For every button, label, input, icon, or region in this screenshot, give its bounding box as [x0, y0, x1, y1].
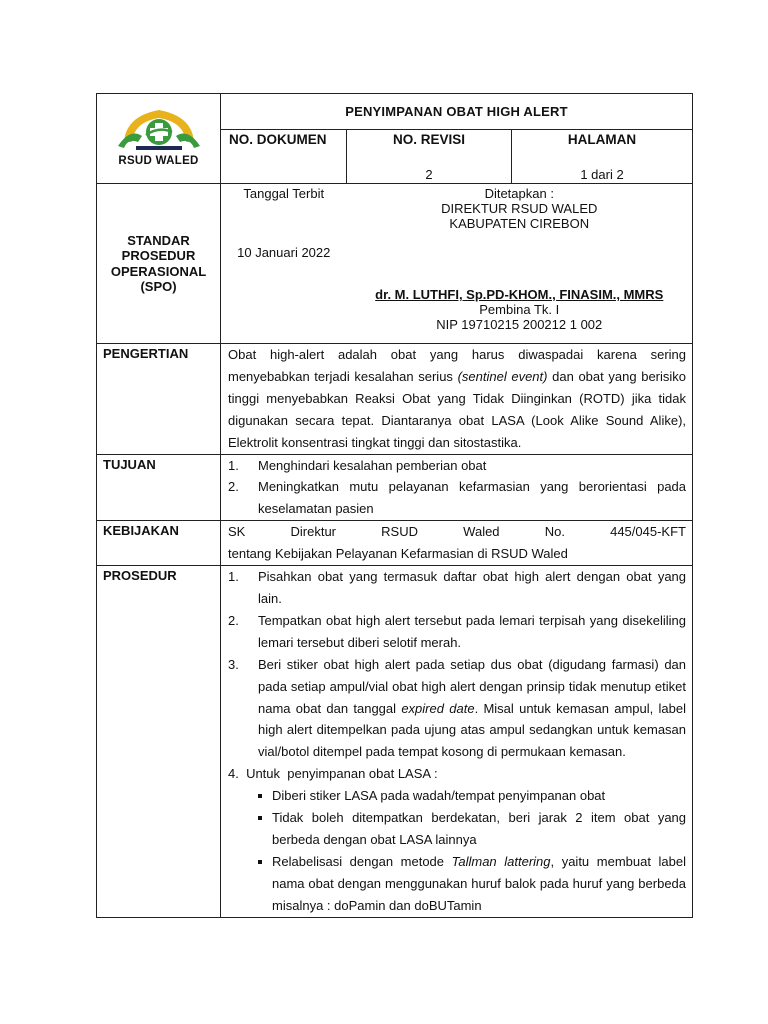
ditetapkan-line: KABUPATEN CIREBON: [449, 216, 590, 231]
square-bullet-icon: [258, 816, 262, 820]
list-text: , yaitu membuat label nama obat dengan menggunakan huruf balok pada huruf yang berbeda misalnya : doPamin dan doBUTamin: [272, 853, 687, 913]
list-number: 2.: [228, 479, 239, 495]
spo-table: [96, 93, 693, 918]
list-item: [228, 785, 686, 807]
logo-wordmark: RSUD WALED: [118, 155, 199, 167]
list-text: Relabelisasi dengan metode: [272, 853, 452, 869]
tanggal-terbit-label: Tanggal Terbit: [243, 186, 325, 201]
kebijakan-word: 445/045-KFT: [610, 524, 686, 540]
no-revisi-label: NO. REVISI: [392, 132, 465, 147]
kebijakan-line: tentang Kebijakan Pelayanan Kefarmasian di RSUD Waled: [228, 546, 568, 562]
list-number: 2.: [228, 612, 239, 628]
pengertian-body: [221, 344, 693, 455]
list-text-italic: expired date: [401, 700, 475, 716]
list-text: . Misal untuk kemasan ampul, label high alert ditempelkan pada ujung atas ampul sedangkan untuk kemasan vial/botol ditempel pada tempat kosong di permukaan kemasan.: [258, 700, 687, 760]
tujuan-list: [228, 455, 686, 521]
tanggal-terbit-cell: [221, 184, 347, 344]
list-text: Beri stiker obat high alert pada setiap dus obat (digudang farmasi) dan pada setiap ampul/vial obat high alert dengan prinsip tidak menutup etiket nama obat dan tanggal: [258, 656, 687, 716]
prosedur-item-4: 4. Untuk penyimpanan obat LASA :: [228, 766, 438, 782]
list-text: Tempatkan obat high alert tersebut pada lemari terpisah yang disekeliling lemari tersebut diberi selotif merah.: [258, 612, 687, 650]
pengertian-text: dan obat yang berisiko tinggi menyebabkan Reaksi Obat yang Tidak Diinginkan (ROTD) jika tidak digunakan secara tepat. Diantaranya obat LASA (Look Alike Sound Alike), Elektrolit konsentrasi tingkat tinggi dan sitostastika.: [228, 368, 687, 450]
list-number: 1.: [228, 457, 239, 473]
logo-cell: [97, 94, 221, 184]
lasa-list: [228, 785, 686, 916]
square-bullet-icon: [258, 794, 262, 798]
spo-label-line: OPERASIONAL: [110, 263, 207, 279]
kebijakan-word: SK: [228, 524, 246, 540]
kebijakan-body: [221, 521, 693, 566]
list-text-italic: Tallman lattering: [451, 853, 551, 869]
hospital-emblem-icon: [116, 102, 202, 154]
list-item: [228, 455, 686, 477]
spo-label-line: STANDAR: [127, 232, 190, 248]
tujuan-body: [221, 454, 693, 521]
spo-label-line: PROSEDUR: [121, 248, 196, 263]
rsud-waled-logo: [104, 102, 214, 174]
square-bullet-icon: [258, 860, 262, 864]
list-item: [228, 654, 686, 764]
list-item: [228, 610, 686, 654]
halaman-value: 1 dari 2: [580, 167, 624, 182]
prosedur-list: [228, 566, 686, 763]
list-text: Tidak boleh ditempatkan berdekatan, beri jarak 2 item obat yang berbeda dengan obat LASA lainnya: [272, 810, 687, 847]
ditetapkan-label: Ditetapkan :: [484, 186, 554, 201]
no-dokumen-label: NO. DOKUMEN: [229, 132, 327, 147]
pengertian-label: PENGERTIAN: [97, 344, 221, 455]
signer-nip: NIP 19710215 200212 1 002: [436, 317, 603, 332]
kebijakan-line: [228, 521, 686, 543]
no-revisi-value: 2: [425, 167, 433, 182]
pengertian-text: Obat high-alert adalah obat yang harus diwaspadai karena sering menyebabkan terjadi kesalahan serius: [228, 347, 687, 384]
halaman-cell: [512, 130, 693, 184]
list-text: Menghindari kesalahan pemberian obat: [258, 457, 487, 473]
prosedur-label: PROSEDUR: [97, 566, 221, 918]
signer-rank: Pembina Tk. I: [479, 302, 560, 317]
list-item: [228, 566, 686, 610]
ditetapkan-cell: [347, 184, 693, 344]
logo-underline: [104, 168, 214, 174]
list-item: [228, 851, 686, 917]
kebijakan-label: KEBIJAKAN: [97, 521, 221, 566]
no-revisi-cell: [347, 130, 512, 184]
spo-label-cell: [97, 184, 221, 344]
list-text: Pisahkan obat yang termasuk daftar obat high alert dengan obat yang lain.: [258, 569, 687, 606]
list-text: Diberi stiker LASA pada wadah/tempat penyimpanan obat: [272, 788, 606, 804]
list-text: Meningkatkan mutu pelayanan kefarmasian yang berorientasi pada keselamatan pasien: [258, 479, 687, 517]
spo-document: [96, 93, 692, 966]
kebijakan-word: No.: [544, 524, 565, 540]
document-title: PENYIMPANAN OBAT HIGH ALERT: [221, 94, 693, 130]
kebijakan-word: Direktur: [290, 524, 337, 540]
signer-name: dr. M. LUTHFI, Sp.PD-KHOM., FINASIM., MMRS: [375, 287, 664, 302]
halaman-label: HALAMAN: [567, 132, 637, 147]
tanggal-terbit-value: 10 Januari 2022: [237, 245, 331, 260]
kebijakan-word: Waled: [463, 524, 500, 540]
spo-label-line: (SPO): [140, 279, 177, 294]
tujuan-label: TUJUAN: [97, 454, 221, 521]
kebijakan-word: RSUD: [381, 524, 419, 540]
list-item: [228, 807, 686, 851]
list-number: 3.: [228, 656, 239, 672]
prosedur-body: [221, 566, 693, 918]
no-dokumen-cell: [221, 130, 347, 184]
list-number: 1.: [228, 569, 239, 585]
ditetapkan-line: DIREKTUR RSUD WALED: [441, 201, 598, 216]
pengertian-italic: (sentinel event): [457, 368, 548, 384]
list-item: [228, 476, 686, 520]
